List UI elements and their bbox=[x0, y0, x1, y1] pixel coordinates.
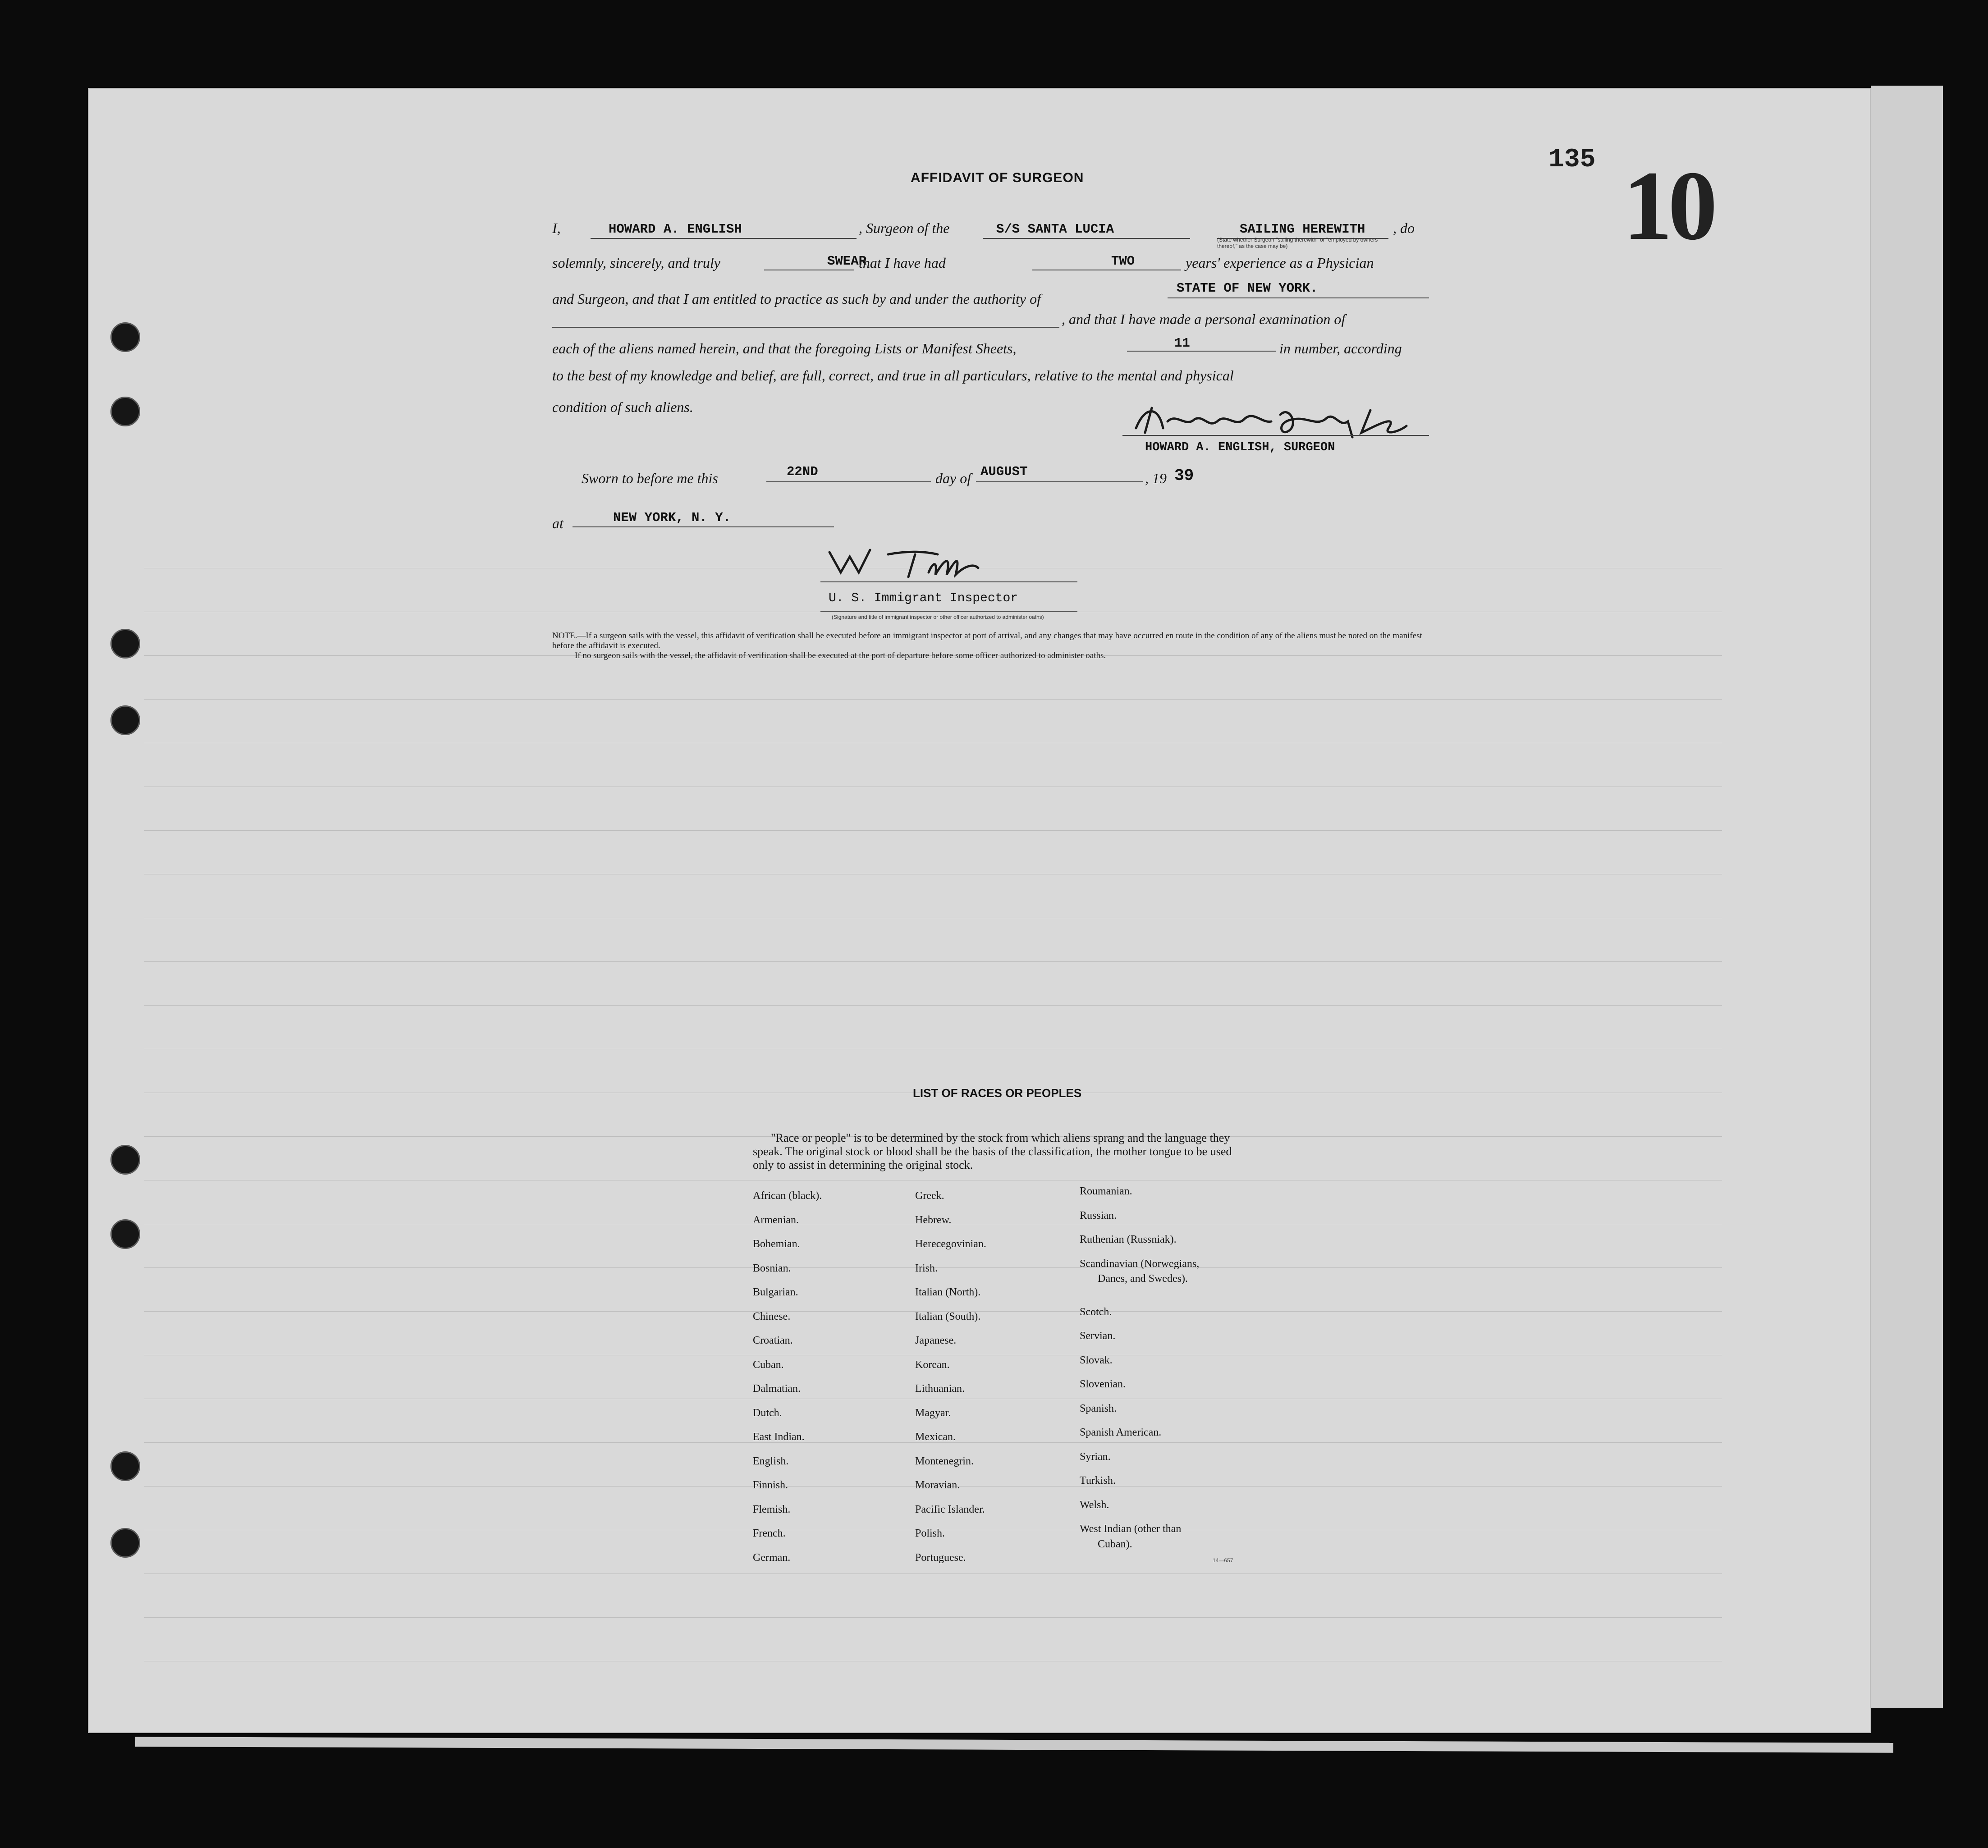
race-item: Chinese. bbox=[753, 1310, 791, 1322]
race-item: Bulgarian. bbox=[753, 1286, 798, 1298]
affidavit-text-have-had: that I have had bbox=[859, 255, 946, 271]
race-item: Slovenian. bbox=[1080, 1378, 1126, 1390]
race-item: Portuguese. bbox=[915, 1551, 966, 1564]
race-item: Magyar. bbox=[915, 1407, 951, 1419]
race-item: Turkish. bbox=[1080, 1475, 1116, 1487]
underlying-sheet-edge bbox=[1871, 86, 1943, 1708]
inspector-caption: (Signature and title of immigrant inspector or other officer authorized to administer oaths) bbox=[832, 614, 1044, 620]
sworn-year: 39 bbox=[1174, 467, 1194, 485]
manifest-sheet-count: 11 bbox=[1174, 336, 1190, 351]
race-item: Bohemian. bbox=[753, 1238, 800, 1250]
punch-hole bbox=[110, 1528, 140, 1558]
authority: STATE OF NEW YORK. bbox=[1177, 281, 1318, 296]
sworn-day-of: day of bbox=[935, 470, 971, 486]
race-item: Montenegrin. bbox=[915, 1455, 974, 1467]
affidavit-title: AFFIDAVIT OF SURGEON bbox=[911, 170, 1084, 185]
sworn-text: Sworn to before me this bbox=[582, 470, 718, 486]
race-item: Japanese. bbox=[915, 1335, 957, 1346]
sworn-at: at bbox=[552, 515, 563, 531]
race-item: Welsh. bbox=[1080, 1499, 1109, 1511]
sailing-status: SAILING HEREWITH bbox=[1240, 222, 1365, 237]
note-line-1: NOTE.—If a surgeon sails with the vessel, this affidavit of verification shall be executed before an immigrant inspector at port of arrival, and any changes that may have occurred en route in the condition of any of the aliens must be noted on the manifest before the affidavit is executed. bbox=[552, 631, 1422, 650]
race-item: Lithuanian. bbox=[915, 1383, 965, 1395]
affidavit-text-in-number: in number, according bbox=[1279, 340, 1402, 357]
race-item: Danes, and Swedes). bbox=[1098, 1273, 1188, 1285]
punch-hole bbox=[110, 1451, 140, 1481]
underline bbox=[983, 238, 1190, 239]
race-item: Moravian. bbox=[915, 1479, 960, 1491]
race-item: Scotch. bbox=[1080, 1306, 1112, 1318]
affidavit-text-personal-exam: , and that I have made a personal examination of bbox=[1062, 311, 1346, 327]
affidavit-text-i: I, bbox=[552, 220, 561, 236]
underline bbox=[820, 611, 1077, 612]
race-item: Slovak. bbox=[1080, 1354, 1113, 1366]
punch-hole bbox=[110, 397, 140, 426]
race-item: Roumanian. bbox=[1080, 1185, 1132, 1197]
race-item: Italian (North). bbox=[915, 1286, 981, 1298]
affidavit-text-solemnly: solemnly, sincerely, and truly bbox=[552, 255, 720, 271]
inspector-signature-line bbox=[820, 581, 1077, 582]
race-item: Ruthenian (Russniak). bbox=[1080, 1234, 1177, 1245]
race-item: Spanish. bbox=[1080, 1402, 1117, 1414]
sworn-place: NEW YORK, N. Y. bbox=[613, 510, 731, 525]
race-item: Russian. bbox=[1080, 1209, 1117, 1221]
race-item: West Indian (other than bbox=[1080, 1523, 1182, 1535]
affidavit-text-best-knowledge: to the best of my knowledge and belief, are full, correct, and true in all particulars, relative to the mental and physical bbox=[552, 367, 1234, 384]
sailing-note: (State whether Surgeon "sailing therewith" or "employed by owners thereof," as the case may be) bbox=[1217, 237, 1378, 249]
race-item: Armenian. bbox=[753, 1214, 799, 1226]
race-item: Scandinavian (Norwegians, bbox=[1080, 1258, 1200, 1270]
race-item: Cuban). bbox=[1098, 1538, 1132, 1550]
surgeon-name: HOWARD A. ENGLISH bbox=[609, 222, 742, 237]
race-item: Syrian. bbox=[1080, 1450, 1111, 1463]
surgeon-note bbox=[552, 631, 1436, 661]
bleed-through-line bbox=[144, 830, 1722, 831]
race-item: Spanish American. bbox=[1080, 1427, 1162, 1438]
race-item: East Indian. bbox=[753, 1431, 805, 1443]
race-item: Korean. bbox=[915, 1359, 950, 1371]
race-item: Dutch. bbox=[753, 1407, 782, 1419]
sworn-year-prefix: , 19 bbox=[1145, 470, 1167, 486]
note-line-2: If no surgeon sails with the vessel, the affidavit of verification shall be executed at the port of departure before some officer authorized to administer oaths. bbox=[575, 651, 1106, 660]
race-item: Cuban. bbox=[753, 1359, 784, 1371]
affidavit-text-do: , do bbox=[1393, 220, 1415, 236]
underline bbox=[1127, 351, 1276, 352]
punch-hole bbox=[110, 322, 140, 352]
underline bbox=[976, 481, 1143, 482]
races-intro: "Race or people" is to be determined by the stock from which aliens sprang and the language they speak. The original stock or blood shall be the basis of the classification, the mother tongue to be used only to assist in determining the original stock. bbox=[753, 1131, 1232, 1171]
vessel-name: S/S SANTA LUCIA bbox=[996, 222, 1114, 237]
page-number: 135 bbox=[1548, 145, 1596, 174]
race-item: Greek. bbox=[915, 1190, 944, 1202]
race-item: Servian. bbox=[1080, 1330, 1116, 1342]
bleed-through-line bbox=[144, 699, 1722, 700]
affidavit-text-surgeon-of: , Surgeon of the bbox=[859, 220, 950, 236]
inspector-title: U. S. Immigrant Inspector bbox=[829, 591, 1018, 605]
race-item: German. bbox=[753, 1551, 791, 1564]
underline bbox=[552, 327, 1059, 328]
race-item: African (black). bbox=[753, 1190, 822, 1202]
punch-hole bbox=[110, 705, 140, 735]
race-item: Polish. bbox=[915, 1528, 945, 1539]
stamp-number: 10 bbox=[1623, 151, 1713, 261]
races-title: LIST OF RACES OR PEOPLES bbox=[913, 1086, 1082, 1100]
race-item: Croatian. bbox=[753, 1335, 793, 1346]
race-item: Irish. bbox=[915, 1262, 938, 1274]
affidavit-text-condition: condition of such aliens. bbox=[552, 399, 693, 415]
inspector-signature bbox=[820, 541, 1010, 581]
race-item: Herecegovinian. bbox=[915, 1238, 986, 1250]
race-item: Flemish. bbox=[753, 1503, 791, 1515]
affidavit-text-years: years' experience as a Physician bbox=[1186, 255, 1374, 271]
oath-word: SWEAR bbox=[827, 254, 867, 269]
years-experience: TWO bbox=[1111, 254, 1135, 269]
punch-hole bbox=[110, 1219, 140, 1249]
race-item: French. bbox=[753, 1528, 786, 1539]
bleed-through-line bbox=[144, 961, 1722, 962]
race-item: Finnish. bbox=[753, 1479, 788, 1491]
form-code: 14—657 bbox=[1213, 1557, 1233, 1564]
race-item: Bosnian. bbox=[753, 1262, 791, 1274]
race-item: Mexican. bbox=[915, 1431, 956, 1443]
bleed-through-line bbox=[144, 1617, 1722, 1618]
underline bbox=[1168, 297, 1429, 298]
race-item: English. bbox=[753, 1455, 789, 1467]
signature-name: HOWARD A. ENGLISH, SURGEON bbox=[1145, 441, 1335, 454]
bleed-through-line bbox=[144, 1005, 1722, 1006]
underline bbox=[766, 481, 931, 482]
punch-hole bbox=[110, 629, 140, 659]
race-item: Dalmatian. bbox=[753, 1383, 801, 1395]
affidavit-text-and-surgeon: and Surgeon, and that I am entitled to practice as such by and under the authority of bbox=[552, 291, 1041, 307]
underline bbox=[591, 238, 857, 239]
paper-bottom-edge bbox=[135, 1737, 1893, 1753]
sworn-month: AUGUST bbox=[980, 464, 1028, 479]
affidavit-text-each-alien: each of the aliens named herein, and that the foregoing Lists or Manifest Sheets, bbox=[552, 340, 1017, 357]
race-item: Pacific Islander. bbox=[915, 1503, 985, 1515]
punch-hole bbox=[110, 1145, 140, 1175]
sworn-day: 22ND bbox=[787, 464, 818, 479]
race-item: Italian (South). bbox=[915, 1310, 981, 1322]
underline bbox=[573, 526, 834, 527]
signature-line bbox=[1122, 435, 1429, 436]
race-item: Hebrew. bbox=[915, 1214, 952, 1226]
